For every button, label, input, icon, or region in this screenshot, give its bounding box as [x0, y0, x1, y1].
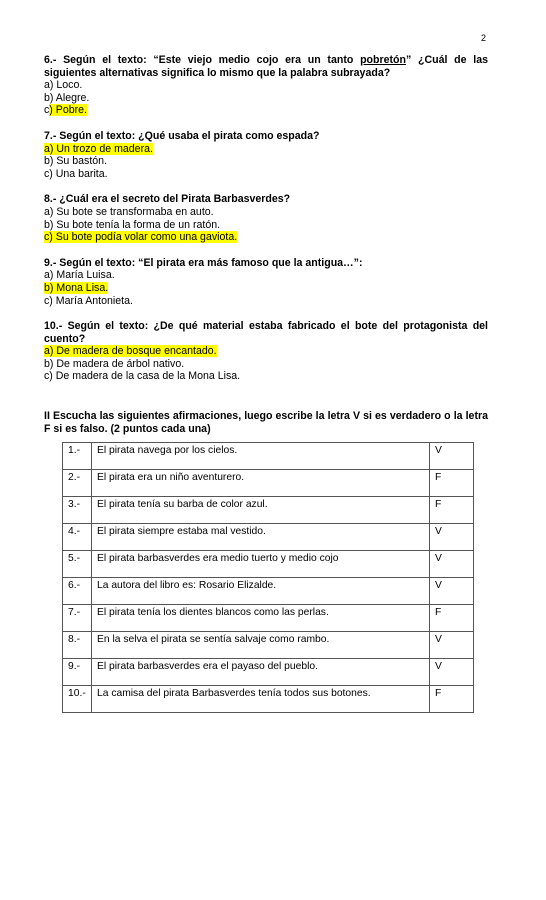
option-b: b) Su bote tenía la forma de un ratón. [44, 218, 221, 231]
highlighted-answer: c) Su bote podía volar como una gaviota. [44, 231, 238, 244]
question-8-title: 8.- ¿Cuál era el secreto del Pirata Barbasverdes? [44, 193, 291, 206]
highlighted-answer: a) Un trozo de madera. [44, 142, 153, 155]
option-b: b) De madera de árbol nativo. [44, 357, 185, 370]
answer-cell: V [430, 551, 474, 578]
option-c: c) De madera de la casa de la Mona Lisa. [44, 370, 241, 383]
row-number: 9.- [63, 659, 92, 686]
option-text: b) Alegre. [44, 91, 90, 104]
row-number: 6.- [63, 578, 92, 605]
page-number: 2 [480, 33, 486, 43]
statement: El pirata tenía los dientes blancos como las perlas. [92, 605, 430, 632]
question-7 [44, 130, 488, 180]
table-row [63, 632, 474, 659]
table-row [63, 524, 474, 551]
question-9-title: 9.- Según el texto: “El pirata era más famoso que la antigua…”: [44, 256, 363, 269]
statement: En la selva el pirata se sentía salvaje como rambo. [92, 632, 430, 659]
question-6-title [44, 54, 488, 79]
table-row [63, 578, 474, 605]
statement: La camisa del pirata Barbasverdes tenía todos sus botones. [92, 686, 430, 713]
table-row [63, 551, 474, 578]
statement: El pirata barbasverdes era medio tuerto y medio cojo [92, 551, 430, 578]
option-c [44, 104, 488, 117]
option-b [44, 282, 488, 295]
question-6 [44, 54, 488, 117]
answer-cell: V [430, 659, 474, 686]
question-7-title: 7.- Según el texto: ¿Qué usaba el pirata como espada? [44, 129, 320, 142]
section-2-title: II Escucha las siguientes afirmaciones, luego escribe la letra V si es verdadero o la letra F si es falso. (2 puntos cada una) [44, 410, 488, 435]
answer-cell: F [430, 686, 474, 713]
statement: El pirata barbasverdes era el payaso del pueblo. [92, 659, 430, 686]
row-number: 7.- [63, 605, 92, 632]
underlined-word: pobretón [360, 54, 406, 66]
option-a: a) María Luisa. [44, 269, 115, 282]
option-c: c) María Antonieta. [44, 294, 133, 307]
option-b: b) Su bastón. [44, 155, 108, 168]
option-c: c) Una barita. [44, 167, 108, 180]
question-10 [44, 320, 488, 383]
row-number: 2.- [63, 470, 92, 497]
question-6-title-pre: 6.- Según el texto: “Este viejo medio cojo era un tanto [44, 54, 361, 66]
row-number: 1.- [63, 443, 92, 470]
statement: El pirata tenía su barba de color azul. [92, 497, 430, 524]
answer-cell: V [430, 443, 474, 470]
row-number: 8.- [63, 632, 92, 659]
answer-cell: F [430, 605, 474, 632]
question-9 [44, 257, 488, 307]
option-a [44, 345, 488, 358]
true-false-table [62, 442, 474, 713]
option-letter: c [44, 104, 50, 117]
answer-cell: V [430, 524, 474, 551]
option-a: a) Su bote se transformaba en auto. [44, 205, 214, 218]
highlighted-answer: ) Pobre. [49, 104, 87, 117]
row-number: 5.- [63, 551, 92, 578]
question-8 [44, 193, 488, 243]
highlighted-answer: b) Mona Lisa. [44, 281, 109, 294]
row-number: 4.- [63, 524, 92, 551]
row-number: 3.- [63, 497, 92, 524]
table-row [63, 497, 474, 524]
answer-cell: F [430, 470, 474, 497]
option-c [44, 231, 488, 244]
option-a [44, 79, 488, 92]
statement: La autora del libro es: Rosario Elizalde. [92, 578, 430, 605]
option-b [44, 92, 488, 105]
table-row [63, 470, 474, 497]
answer-cell: F [430, 497, 474, 524]
question-10-title: 10.- Según el texto: ¿De qué material estaba fabricado el bote del protagonista del cuento? [44, 320, 488, 345]
table-row [63, 605, 474, 632]
statement: El pirata era un niño aventurero. [92, 470, 430, 497]
option-a [44, 143, 488, 156]
option-text: a) Loco. [44, 79, 83, 92]
statement: El pirata siempre estaba mal vestido. [92, 524, 430, 551]
table-row [63, 443, 474, 470]
highlighted-answer: a) De madera de bosque encantado. [44, 345, 217, 358]
row-number: 10.- [63, 686, 92, 713]
answer-cell: V [430, 632, 474, 659]
document-body [44, 54, 488, 713]
statement: El pirata navega por los cielos. [92, 443, 430, 470]
table-row [63, 686, 474, 713]
answer-cell: V [430, 578, 474, 605]
question-6-title-post: ” ¿Cuál de las siguientes alternativas significa lo mismo que la palabra subrayada? [44, 54, 488, 79]
table-row [63, 659, 474, 686]
